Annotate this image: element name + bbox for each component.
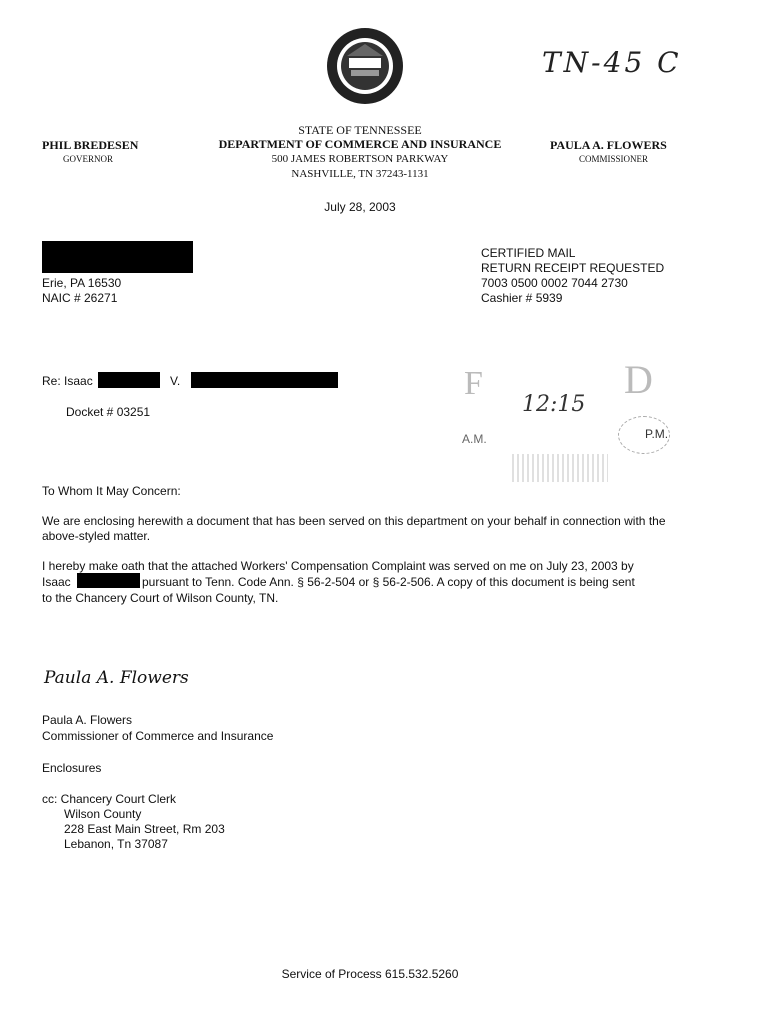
paragraph-oath-line-2-suffix: pursuant to Tenn. Code Ann. § 56-2-504 or § 56-2-506. A copy of this document is being sent (142, 575, 635, 589)
stamp-pm: P.M. (645, 427, 669, 441)
mailing-tracking: 7003 0500 0002 7044 2730 (481, 276, 628, 290)
letter-date: July 28, 2003 (324, 200, 396, 214)
cc-line-1: cc: Chancery Court Clerk (42, 792, 177, 806)
redacted-claimant-surname (77, 573, 140, 588)
paragraph-enclosure: We are enclosing herewith a document that has been served on this department on your behalf in connection with the above-styled matter. (42, 514, 666, 543)
department-name: DEPARTMENT OF COMMERCE AND INSURANCE (218, 137, 502, 151)
handwritten-mark: TN-45 C (542, 46, 682, 79)
mailing-receipt: RETURN RECEIPT REQUESTED (481, 261, 665, 275)
stamp-letter-d: D (624, 357, 653, 402)
signature: Paula A. Flowers (44, 668, 189, 688)
stamp-time: 12:15 (522, 392, 586, 417)
cc-line-2: Wilson County (64, 807, 142, 821)
paragraph-oath-line-3: to the Chancery Court of Wilson County, TN. (42, 591, 279, 605)
stamp-smudge-icon (512, 454, 608, 482)
stamp-circle-icon (618, 416, 670, 454)
commissioner-title: COMMISSIONER (579, 154, 649, 164)
department-address-2: NASHVILLE, TN 37243-1131 (291, 168, 429, 180)
recipient-naic: NAIC # 26271 (42, 291, 118, 305)
cc-line-3: 228 East Main Street, Rm 203 (64, 822, 225, 836)
re-prefix: Re: Isaac (42, 374, 93, 388)
salutation: To Whom It May Concern: (42, 484, 181, 498)
governor-name: PHIL BREDESEN (42, 138, 139, 152)
signer-title: Commissioner of Commerce and Insurance (42, 729, 274, 743)
department-address-1: 500 JAMES ROBERTSON PARKWAY (271, 153, 449, 165)
state-name: STATE OF TENNESSEE (298, 123, 422, 137)
signer-name: Paula A. Flowers (42, 713, 133, 727)
paragraph-oath-line-1: I hereby make oath that the attached Workers' Compensation Complaint was served on me on July 23, 2003 by (42, 559, 634, 573)
state-seal-icon (325, 26, 405, 106)
docket-number: Docket # 03251 (66, 405, 151, 419)
enclosures-label: Enclosures (42, 761, 102, 775)
re-versus: V. (170, 374, 181, 388)
governor-title: GOVERNOR (63, 154, 114, 164)
mailing-method: CERTIFIED MAIL (481, 246, 576, 260)
commissioner-name: PAULA A. FLOWERS (550, 138, 667, 152)
stamp-am: A.M. (462, 432, 487, 446)
redacted-defendant (191, 372, 338, 388)
redacted-recipient (42, 241, 193, 273)
paragraph-oath-line-2-prefix: Isaac (42, 575, 71, 589)
redacted-claimant (98, 372, 160, 388)
footer-service-of-process: Service of Process 615.532.5260 (281, 967, 459, 981)
mailing-cashier: Cashier # 5939 (481, 291, 563, 305)
cc-line-4: Lebanon, Tn 37087 (64, 837, 168, 851)
recipient-city: Erie, PA 16530 (42, 276, 122, 290)
stamp-letter-f: F (464, 365, 483, 402)
